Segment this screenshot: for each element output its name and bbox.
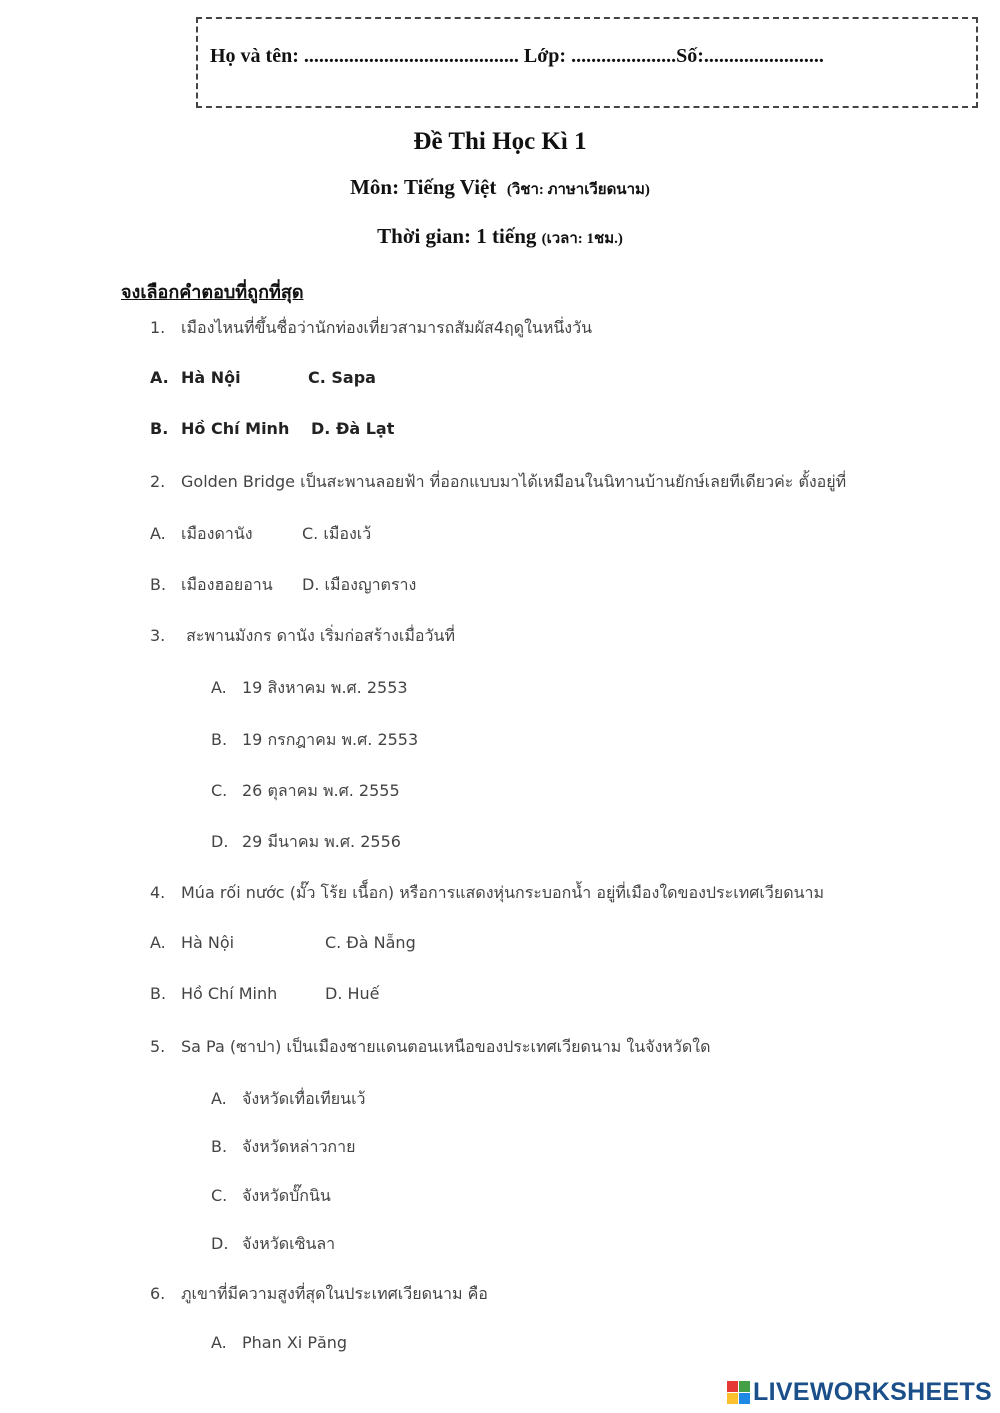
q2-option-a[interactable]: เมืองดานัง [181, 524, 253, 543]
question-1: 1. เมืองไหนที่ขึ้นชื่อว่านักท่องเที่ยวสามารถสัมผัส4ฤดูในหนึ่งวัน [150, 318, 593, 337]
q4-option-d[interactable]: Huế [347, 984, 380, 1003]
q1-option-c[interactable]: Sapa [331, 368, 376, 387]
q1-option-d[interactable]: Đà Lạt [335, 419, 395, 438]
name-label: Họ và tên: [210, 45, 299, 67]
q5-option-d[interactable]: D. จังหวัดเซินลา [211, 1234, 336, 1253]
q4-option-c[interactable]: Đà Nẵng [346, 933, 416, 952]
q2-options-row-2: B. เมืองฮอยอาน D. เมืองญาตราง [150, 573, 416, 598]
number-dots: ........................ [703, 45, 824, 67]
q1-option-a[interactable]: Hà Nội [181, 368, 241, 387]
q4-option-a[interactable]: Hà Nội [181, 933, 235, 952]
exam-title: Đề Thi Học Kì 1 [413, 128, 587, 155]
q2-option-c[interactable]: เมืองเว้ [323, 524, 372, 543]
question-3: 3. สะพานมังกร ดานัง เริ่มก่อสร้างเมื่อวันที่ [150, 626, 456, 645]
q2-option-d[interactable]: เมืองญาตราง [324, 575, 417, 594]
question-4: 4. Múa rối nước (มั๊ว โร้ย เนื็อก) หรือการแสดงหุ่นกระบอกน้ำ อยู่ที่เมืองใดของประเทศเวียดนาม [150, 883, 825, 902]
instruction-heading: จงเลือกคำตอบที่ถูกที่สุด [121, 282, 304, 303]
q4-options-row-1: A. Hà Nội C. Đà Nẵng [150, 933, 416, 952]
question-2: 2. Golden Bridge เป็นสะพานลอยฟ้า ที่ออกแบบมาได้เหมือนในนิทานบ้านยักษ์เลยทีเดียวค่ะ ตั้งอยู่ที่ [150, 472, 847, 491]
time-thai: (เวลา: 1ชม.) [541, 231, 623, 247]
q3-option-c[interactable]: C. 26 ตุลาคม พ.ศ. 2555 [211, 781, 400, 800]
liveworksheets-logo-icon [727, 1381, 750, 1404]
q2-option-b[interactable]: เมืองฮอยอาน [181, 575, 273, 594]
watermark-text: LIVEWORKSHEETS [753, 1378, 992, 1406]
student-info-box [196, 17, 978, 108]
q6-option-a[interactable]: A. Phan Xi Păng [211, 1333, 348, 1352]
question-4-text: Múa rối nước (มั๊ว โร้ย เนื็อก) หรือการแสดงหุ่นกระบอกน้ำ อยู่ที่เมืองใดของประเทศเวียดนาม [181, 883, 825, 902]
question-2-text: Golden Bridge เป็นสะพานลอยฟ้า ที่ออกแบบมาได้เหมือนในนิทานบ้านยักษ์เลยทีเดียวค่ะ ตั้งอยู่ที่ [181, 472, 847, 491]
q1-options-row-1: A. Hà Nội C. Sapa [150, 368, 376, 387]
question-5-text: Sa Pa (ซาปา) เป็นเมืองชายแดนตอนเหนือของประเทศเวียดนาม ในจังหวัดใด [181, 1037, 711, 1056]
q3-option-d[interactable]: D. 29 มีนาคม พ.ศ. 2556 [211, 832, 401, 851]
question-1-text: เมืองไหนที่ขึ้นชื่อว่านักท่องเที่ยวสามารถสัมผัส4ฤดูในหนึ่งวัน [181, 318, 593, 337]
q3-option-a[interactable]: A. 19 สิงหาคม พ.ศ. 2553 [211, 678, 408, 697]
question-6-text: ภูเขาที่มีความสูงที่สุดในประเทศเวียดนาม คือ [181, 1284, 488, 1303]
class-label: Lớp: [523, 45, 567, 67]
subject-line [0, 175, 1000, 201]
time-line [0, 224, 1000, 250]
question-6: 6. ภูเขาที่มีความสูงที่สุดในประเทศเวียดนาม คือ [150, 1284, 488, 1303]
question-3-text: สะพานมังกร ดานัง เริ่มก่อสร้างเมื่อวันที่ [181, 626, 456, 645]
q3-option-b[interactable]: B. 19 กรกฎาคม พ.ศ. 2553 [211, 730, 419, 749]
time-text: Thời gian: 1 tiếng [377, 224, 537, 248]
question-5: 5. Sa Pa (ซาปา) เป็นเมืองชายแดนตอนเหนือของประเทศเวียดนาม ในจังหวัดใด [150, 1037, 711, 1056]
number-label: Số: [676, 45, 704, 67]
q4-option-b[interactable]: Hồ Chí Minh [181, 984, 278, 1003]
q1-option-b[interactable]: Hồ Chí Minh [181, 419, 290, 438]
name-dots: ........................................... [298, 45, 524, 67]
subject-text: Môn: Tiếng Việt [350, 175, 497, 199]
q5-option-c[interactable]: C. จังหวัดบั๊กนิน [211, 1186, 331, 1205]
liveworksheets-watermark [727, 1378, 992, 1407]
q5-option-b[interactable]: B. จังหวัดหล่าวกาย [211, 1137, 356, 1156]
q4-options-row-2: B. Hồ Chí Minh D. Huế [150, 984, 380, 1003]
q2-options-row-1: A. เมืองดานัง C. เมืองเว้ [150, 522, 371, 547]
subject-thai: (วิชา: ภาษาเวียดนาม) [506, 182, 650, 198]
q5-option-a[interactable]: A. จังหวัดเทื่อเทียนเว้ [211, 1089, 366, 1108]
student-info-line [210, 45, 824, 68]
q1-options-row-2: B. Hồ Chí Minh D. Đà Lạt [150, 419, 395, 438]
class-dots: ..................... [566, 45, 677, 67]
